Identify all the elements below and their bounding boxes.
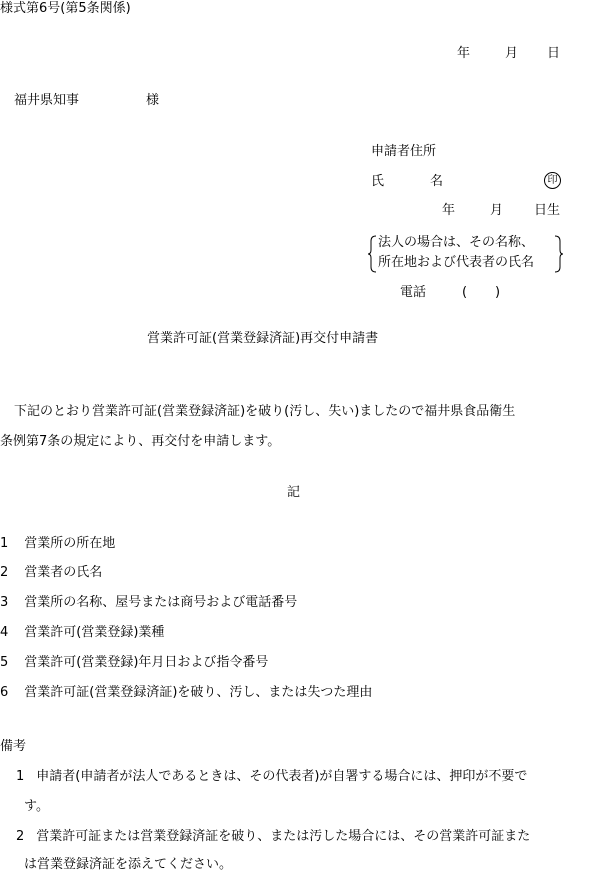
remark-2-line-2: は営業登録済証を添えてください。: [24, 857, 233, 872]
list-item: [0, 537, 115, 550]
birth-year-label: 年: [442, 203, 456, 218]
item-text: 営業許可(営業登録)業種: [24, 625, 165, 640]
phone-paren-open: (: [462, 285, 468, 300]
item-number: 1: [0, 536, 9, 551]
document-title: 営業許可証(営業登録済証)再交付申請書: [147, 331, 379, 346]
form-label: 様式第6号(第5条関係): [0, 1, 131, 16]
birth-day-label: 日生: [534, 203, 561, 218]
date-day-label: 日: [547, 46, 561, 61]
item-number: 5: [0, 655, 9, 670]
applicant-name-label-1: 氏: [371, 174, 385, 189]
seal-circle: 印: [544, 172, 561, 189]
item-number: 4: [0, 625, 9, 640]
date-month-label: 月: [505, 46, 519, 61]
remark-text: 申請者(申請者が法人であるときは、その代表者)が自署する場合には、押印が不要で: [36, 769, 528, 784]
body-line-1: 下記のとおり営業許可証(営業登録済証)を破り(汚し、失い)ましたので福井県食品衛生: [14, 404, 516, 419]
right-brace: [555, 236, 563, 272]
remarks-heading: 備考: [0, 739, 27, 754]
corp-note-line2: 所在地および代表者の氏名: [378, 255, 535, 270]
remark-1-line-1: [16, 770, 527, 783]
birth-month-label: 月: [490, 203, 504, 218]
ki-heading: 記: [287, 485, 301, 500]
list-item: [0, 656, 268, 669]
item-text: 営業者の氏名: [24, 565, 103, 580]
item-text: 営業許可証(営業登録済証)を破り、汚し、または失つた理由: [24, 685, 373, 700]
list-item: [0, 686, 372, 699]
list-item: [0, 596, 297, 609]
item-number: 3: [0, 595, 9, 610]
remark-number: 1: [16, 769, 25, 784]
phone-label: 電話: [400, 285, 427, 300]
addressee-title: 福井県知事: [14, 93, 80, 108]
applicant-address-label: 申請者住所: [371, 144, 437, 159]
item-text: 営業所の所在地: [24, 536, 116, 551]
seal-mark: [544, 172, 561, 189]
left-brace: [368, 236, 376, 272]
item-text: 営業許可(営業登録)年月日および指令番号: [24, 655, 269, 670]
body-line-2: 条例第7条の規定により、再交付を申請します。: [0, 434, 281, 449]
corp-note-line1: 法人の場合は、その名称、: [378, 235, 535, 250]
remark-1-line-2: す。: [24, 799, 49, 814]
applicant-name-label-2: 名: [430, 174, 444, 189]
remark-2-line-1: [16, 830, 530, 843]
phone-paren-close: ): [495, 285, 501, 300]
item-text: 営業所の名称、屋号または商号および電話番号: [24, 595, 298, 610]
remark-number: 2: [16, 829, 25, 844]
list-item: [0, 566, 102, 579]
item-number: 6: [0, 685, 9, 700]
date-year-label: 年: [457, 46, 471, 61]
addressee-honorific: 様: [146, 93, 160, 108]
remark-text: 営業許可証または営業登録済証を破り、または汚した場合には、その営業許可証また: [36, 829, 531, 844]
item-number: 2: [0, 565, 9, 580]
list-item: [0, 626, 164, 639]
